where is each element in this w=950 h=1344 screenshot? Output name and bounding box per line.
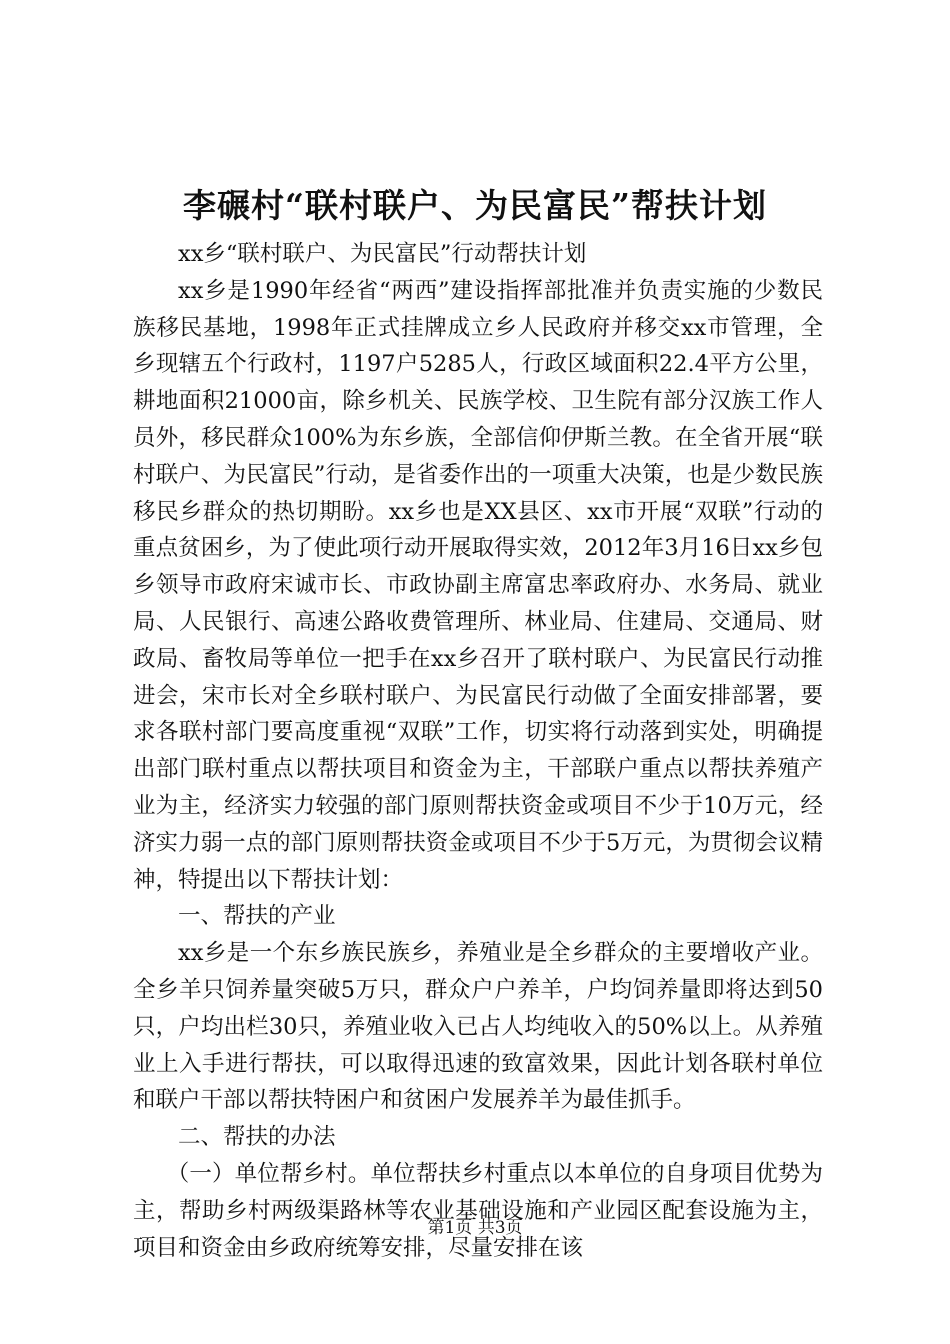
section-heading-industry: 一、帮扶的产业: [178, 903, 336, 930]
industry-paragraph: xx乡是一个东乡族民族乡，养殖业是全乡群众的主要增收产业。全乡羊只饲养量突破5万只，群众户户养羊，户均饲养量即将达到50只，户均出栏30只，养殖业收入已占人均纯收入的50%以上。从养殖业上入手进行帮扶，可以取得迅速的致富效果，因此计划各联村单位和联户干部以帮扶特困户和贫困户发展养羊为最佳抓手。: [133, 940, 823, 1114]
methods-paragraph: （一）单位帮乡村。单位帮扶乡村重点以本单位的自身项目优势为主，帮助乡村两级渠路林等农业基础设施和产业园区配套设施为主，项目和资金由乡政府统筹安排，尽量安排在该: [133, 1160, 823, 1261]
section-heading-methods: 二、帮扶的办法: [178, 1124, 336, 1151]
page-footer: 第1页 共3页: [427, 1218, 523, 1238]
subtitle-paragraph: xx乡“联村联户、为民富民”行动帮扶计划: [178, 241, 587, 267]
document-body: [133, 236, 823, 1266]
document-title: 李碾村“联村联户、为民富民”帮扶计划: [183, 186, 767, 225]
intro-paragraph: xx乡是1990年经省“两西”建设指挥部批准并负责实施的少数民族移民基地，1998年正式挂牌成立乡人民政府并移交xx市管理，全乡现辖五个行政村，1197户5285人，行政区域面积22.4平方公里，耕地面积21000亩，除乡机关、民族学校、卫生院有部分汉族工作人员外，移民群众100%为东乡族，全部信仰伊斯兰教。在全省开展“联村联户、为民富民”行动，是省委作出的一项重大决策，也是少数民族移民乡群众的热切期盼。xx乡也是XX县区、xx市开展“双联”行动的重点贫困乡，为了使此项行动开展取得实效，2012年3月16日xx乡包乡领导市政府宋诚市长、市政协副主席富忠率政府办、水务局、就业局、人民银行、高速公路收费管理所、林业局、住建局、交通局、财政局、畜牧局等单位一把手在xx乡召开了联村联户、为民富民行动推进会，宋市长对全乡联村联户、为民富民行动做了全面安排部署，要求各联村部门要高度重视“双联”工作，切实将行动落到实处，明确提出部门联村重点以帮扶项目和资金为主，干部联户重点以帮扶养殖产业为主，经济实力较强的部门原则帮扶资金或项目不少于10万元，经济实力弱一点的部门原则帮扶资金或项目不少于5万元，为贯彻会议精神，特提出以下帮扶计划：: [133, 277, 823, 893]
